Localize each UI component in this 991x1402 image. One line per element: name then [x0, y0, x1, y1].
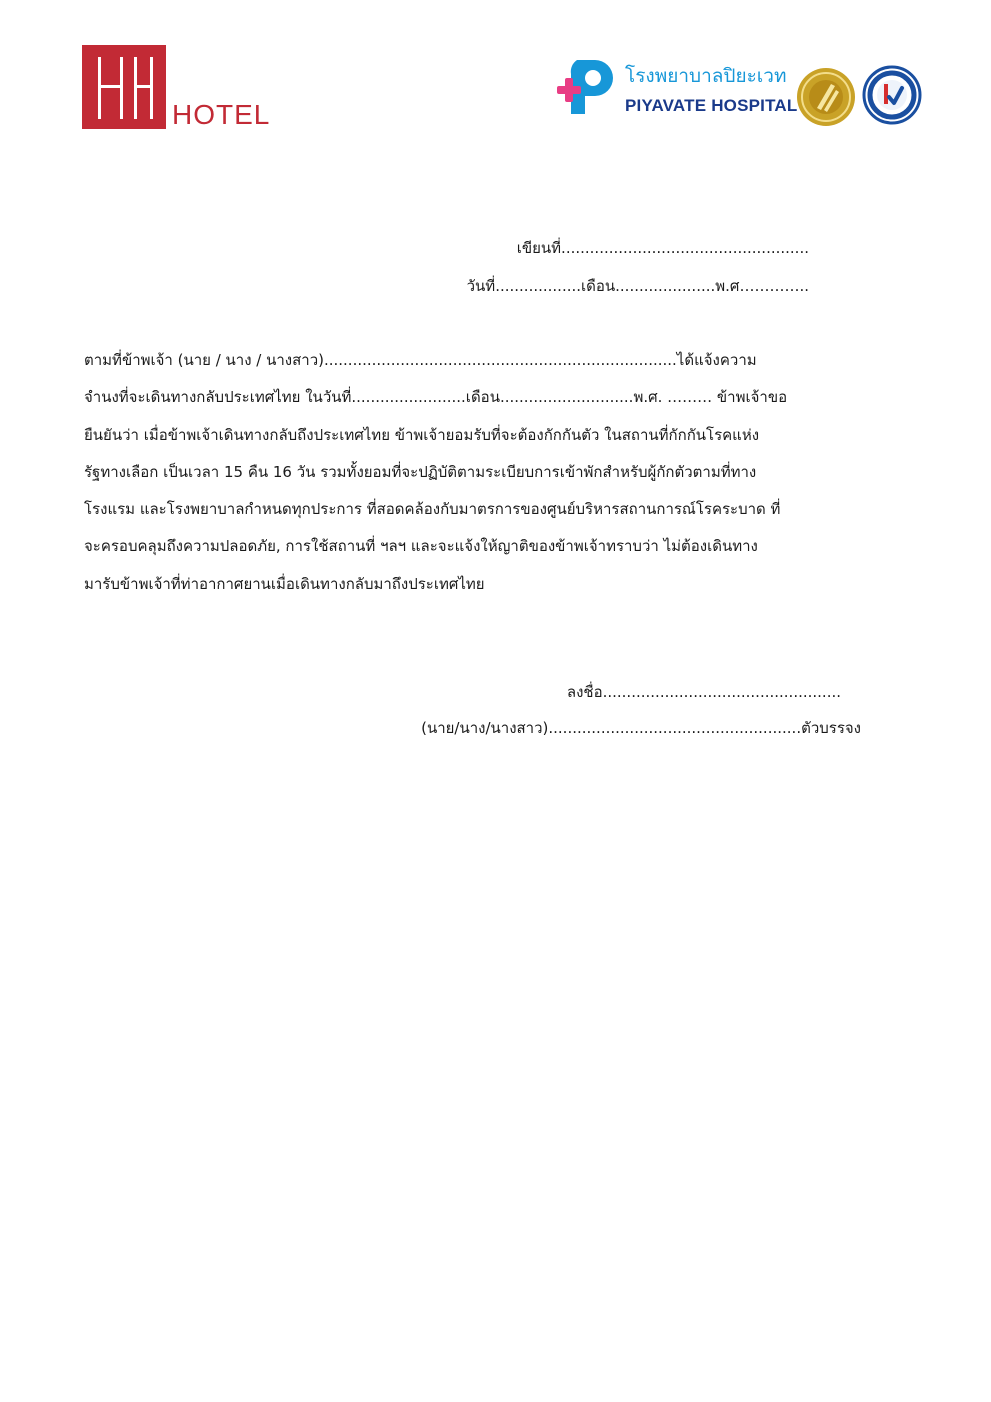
hotel-logo-word: HOTEL	[172, 99, 271, 130]
paragraph-line: รัฐทางเลือก เป็นเวลา 15 คืน 16 วัน รวมทั้งยอมที่จะปฏิบัติตามระเบียบการเข้าพักสำหรับผู้กักตัวตามที่ทาง	[84, 462, 757, 481]
hospital-p-cross-icon	[555, 56, 617, 118]
paragraph-line: จำนงที่จะเดินทางกลับประเทศไทย ในวันที่........................เดือน............................พ.ศ. ……… ข้าพเจ้าขอ	[84, 388, 788, 407]
declaration-paragraph	[84, 342, 874, 603]
signature-line: ลงชื่อ..................................................	[566, 683, 841, 701]
written-at-line: เขียนที่....................................................	[516, 239, 809, 257]
ha-accreditation-seal-icon	[862, 64, 922, 128]
jci-gold-seal-icon	[795, 64, 857, 134]
hospital-name-english: PIYAVATE HOSPITAL	[625, 96, 798, 115]
paragraph-line: มารับข้าพเจ้าที่ท่าอากาศยานเมื่อเดินทางกลับมาถึงประเทศไทย	[84, 574, 485, 593]
hospital-logo	[555, 56, 798, 122]
date-line: วันที่..................เดือน.....................พ.ศ…………..	[466, 277, 809, 295]
paragraph-line: จะครอบคลุมถึงความปลอดภัย, การใช้สถานที่ ฯลฯ และจะแจ้งให้ญาติของข้าพเจ้าทราบว่า ไม่ต้องเดินทาง	[84, 537, 758, 556]
paragraph-line: โรงแรม และโรงพยาบาลกำหนดทุกประการ ที่สอดคล้องกับมาตรการของศูนย์บริหารสถานการณ์โรคระบาด ที่	[84, 500, 781, 519]
hospital-name-thai: โรงพยาบาลปิยะเวท	[625, 65, 787, 87]
printed-name-line: (นาย/นาง/นางสาว).....................................................ตัวบรรจง	[421, 719, 861, 737]
paragraph-line: ยืนยันว่า เมื่อข้าพเจ้าเดินทางกลับถึงประเทศไทย ข้าพเจ้ายอมรับที่จะต้องกักกันตัว ในสถานที่กักกันโรคแห่ง	[84, 425, 760, 444]
paragraph-line: ตามที่ข้าพเจ้า (นาย / นาง / นางสาว)..........................................................................ได้แจ้งความ	[84, 351, 757, 369]
hotel-logo	[82, 45, 282, 133]
hotel-hh-mark-icon	[82, 45, 166, 129]
